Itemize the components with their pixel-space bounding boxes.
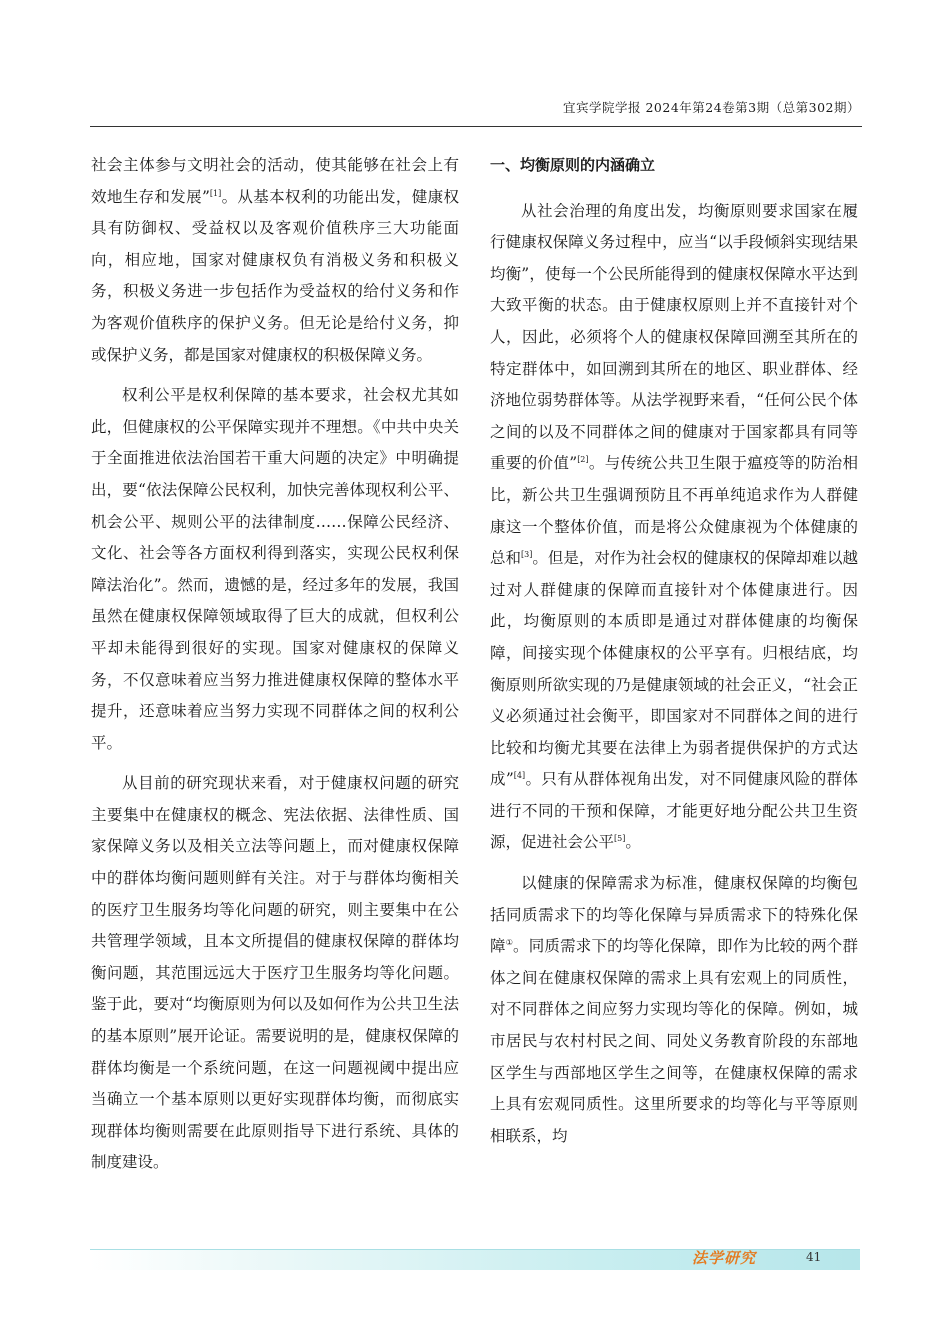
paragraph: 从社会治理的角度出发，均衡原则要求国家在履行健康权保障义务过程中，应当“以手段倾斜实现结果均衡”，使每一个公民所能得到的健康权保障水平达到大致平衡的状态。由于健康权原则上并不直接针对个人，因此，必须将个人的健康权保障回溯至其所在的特定群体中，如回溯到其所在的地区、职业群体、经济地位弱势群体等。从法学视野来看，“任何公民个体之间的以及不同群体之间的健康对于国家都具有同等重要的价值”[2]。与传统公共卫生限于瘟疫等的防治相比，新公共卫生强调预防且不再单纯追求作为人群健康这一个整体价值，而是将公众健康视为个体健康的总和[3]。但是，对作为社会权的健康权的保障却难以越过对人群健康的保障而直接针对个体健康进行。因此，均衡原则的本质即是通过对群体健康的均衡保障，间接实现个体健康权的公平享有。归根结底，均衡原则所欲实现的乃是健康领域的社会正义，“社会正义必须通过社会衡平，即国家对不同群体之间的进行比较和均衡尤其要在法律上为弱者提供保护的方式达成”[4]。只有从群体视角出发，对不同健康风险的群体进行不同的干预和保障，才能更好地分配公共卫生资源，促进社会公平[5]。 (490, 201, 858, 852)
paragraph: 从目前的研究现状来看，对于健康权问题的研究主要集中在健康权的概念、宪法依据、法律性质、国家保障义务以及相关立法等问题上，而对健康权保障中的群体均衡问题则鲜有关注。对于与群体均衡相关的医疗卫生服务均等化问题的研究，则主要集中在公共管理学领域，且本文所提倡的健康权保障的群体均衡问题，其范围远远大于医疗卫生服务均等化问题。鉴于此，要对“均衡原则为何以及如何作为公共卫生法的基本原则”展开论证。需要说明的是，健康权保障的群体均衡是一个系统问题，在这一问题视阈中提出应当确立一个基本原则以更好实现群体均衡，而彻底实现群体均衡则需要在此原则指导下进行系统、具体的制度建设。 (91, 774, 459, 1172)
paragraph: 以健康的保障需求为标准，健康权保障的均衡包括同质需求下的均等化保障与异质需求下的特殊化保障①。同质需求下的均等化保障，即作为比较的两个群体之间在健康权保障的需求上具有宏观上的同质性，对不同群体之间应努力实现均等化的保障。例如，城市居民与农村村民之间、同处义务教育阶段的东部地区学生与西部地区学生之间等，在健康权保障的需求上具有宏观同质性。这里所要求的均等化与平等原则相联系，均 (490, 874, 858, 1145)
paragraph: 权利公平是权利保障的基本要求，社会权尤其如此，但健康权的公平保障实现并不理想。《中共中央关于全面推进依法治国若干重大问题的决定》中明确提出，要“依法保障公民权利，加快完善体现权利公平、机会公平、规则公平的法律制度……保障公民经济、文化、社会等各方面权利得到落实，实现公民权利保障法治化”。然而，遗憾的是，经过多年的发展，我国虽然在健康权保障领域取得了巨大的成就，但权利公平却未能得到很好的实现。国家对健康权的保障义务，不仅意味着应当努力推进健康权保障的整体水平提升，还意味着应当努力实现不同群体之间的权利公平。 (91, 386, 459, 752)
right-column (490, 150, 858, 1152)
citation-ref[interactable]: [2] (577, 455, 589, 465)
paragraph: 社会主体参与文明社会的活动，使其能够在社会上有效地生存和发展”[1]。从基本权利的功能出发，健康权具有防御权、受益权以及客观价值秩序三大功能面向，相应地，国家对健康权负有消极义务和积极义务，积极义务进一步包括作为受益权的给付义务和作为客观价值秩序的保护义务。但无论是给付义务，抑或保护义务，都是国家对健康权的积极保障义务。 (91, 156, 459, 364)
header-rule (90, 126, 862, 127)
citation-ref[interactable]: [5] (614, 834, 626, 844)
left-column (91, 150, 459, 1179)
citation-ref[interactable]: [1] (209, 188, 222, 198)
running-header (90, 98, 860, 116)
footnote-ref[interactable]: ① (505, 938, 514, 948)
citation-ref[interactable]: [3] (521, 550, 533, 560)
page-number: 41 (806, 1250, 822, 1264)
section-title: 一、均衡原则的内涵确立 (490, 156, 656, 174)
citation-ref[interactable]: [4] (513, 771, 526, 781)
footer-brand: 法学研究 (692, 1249, 757, 1267)
journal-info: 宜宾学院学报 2024年第24卷第3期（总第302期） (562, 100, 860, 115)
